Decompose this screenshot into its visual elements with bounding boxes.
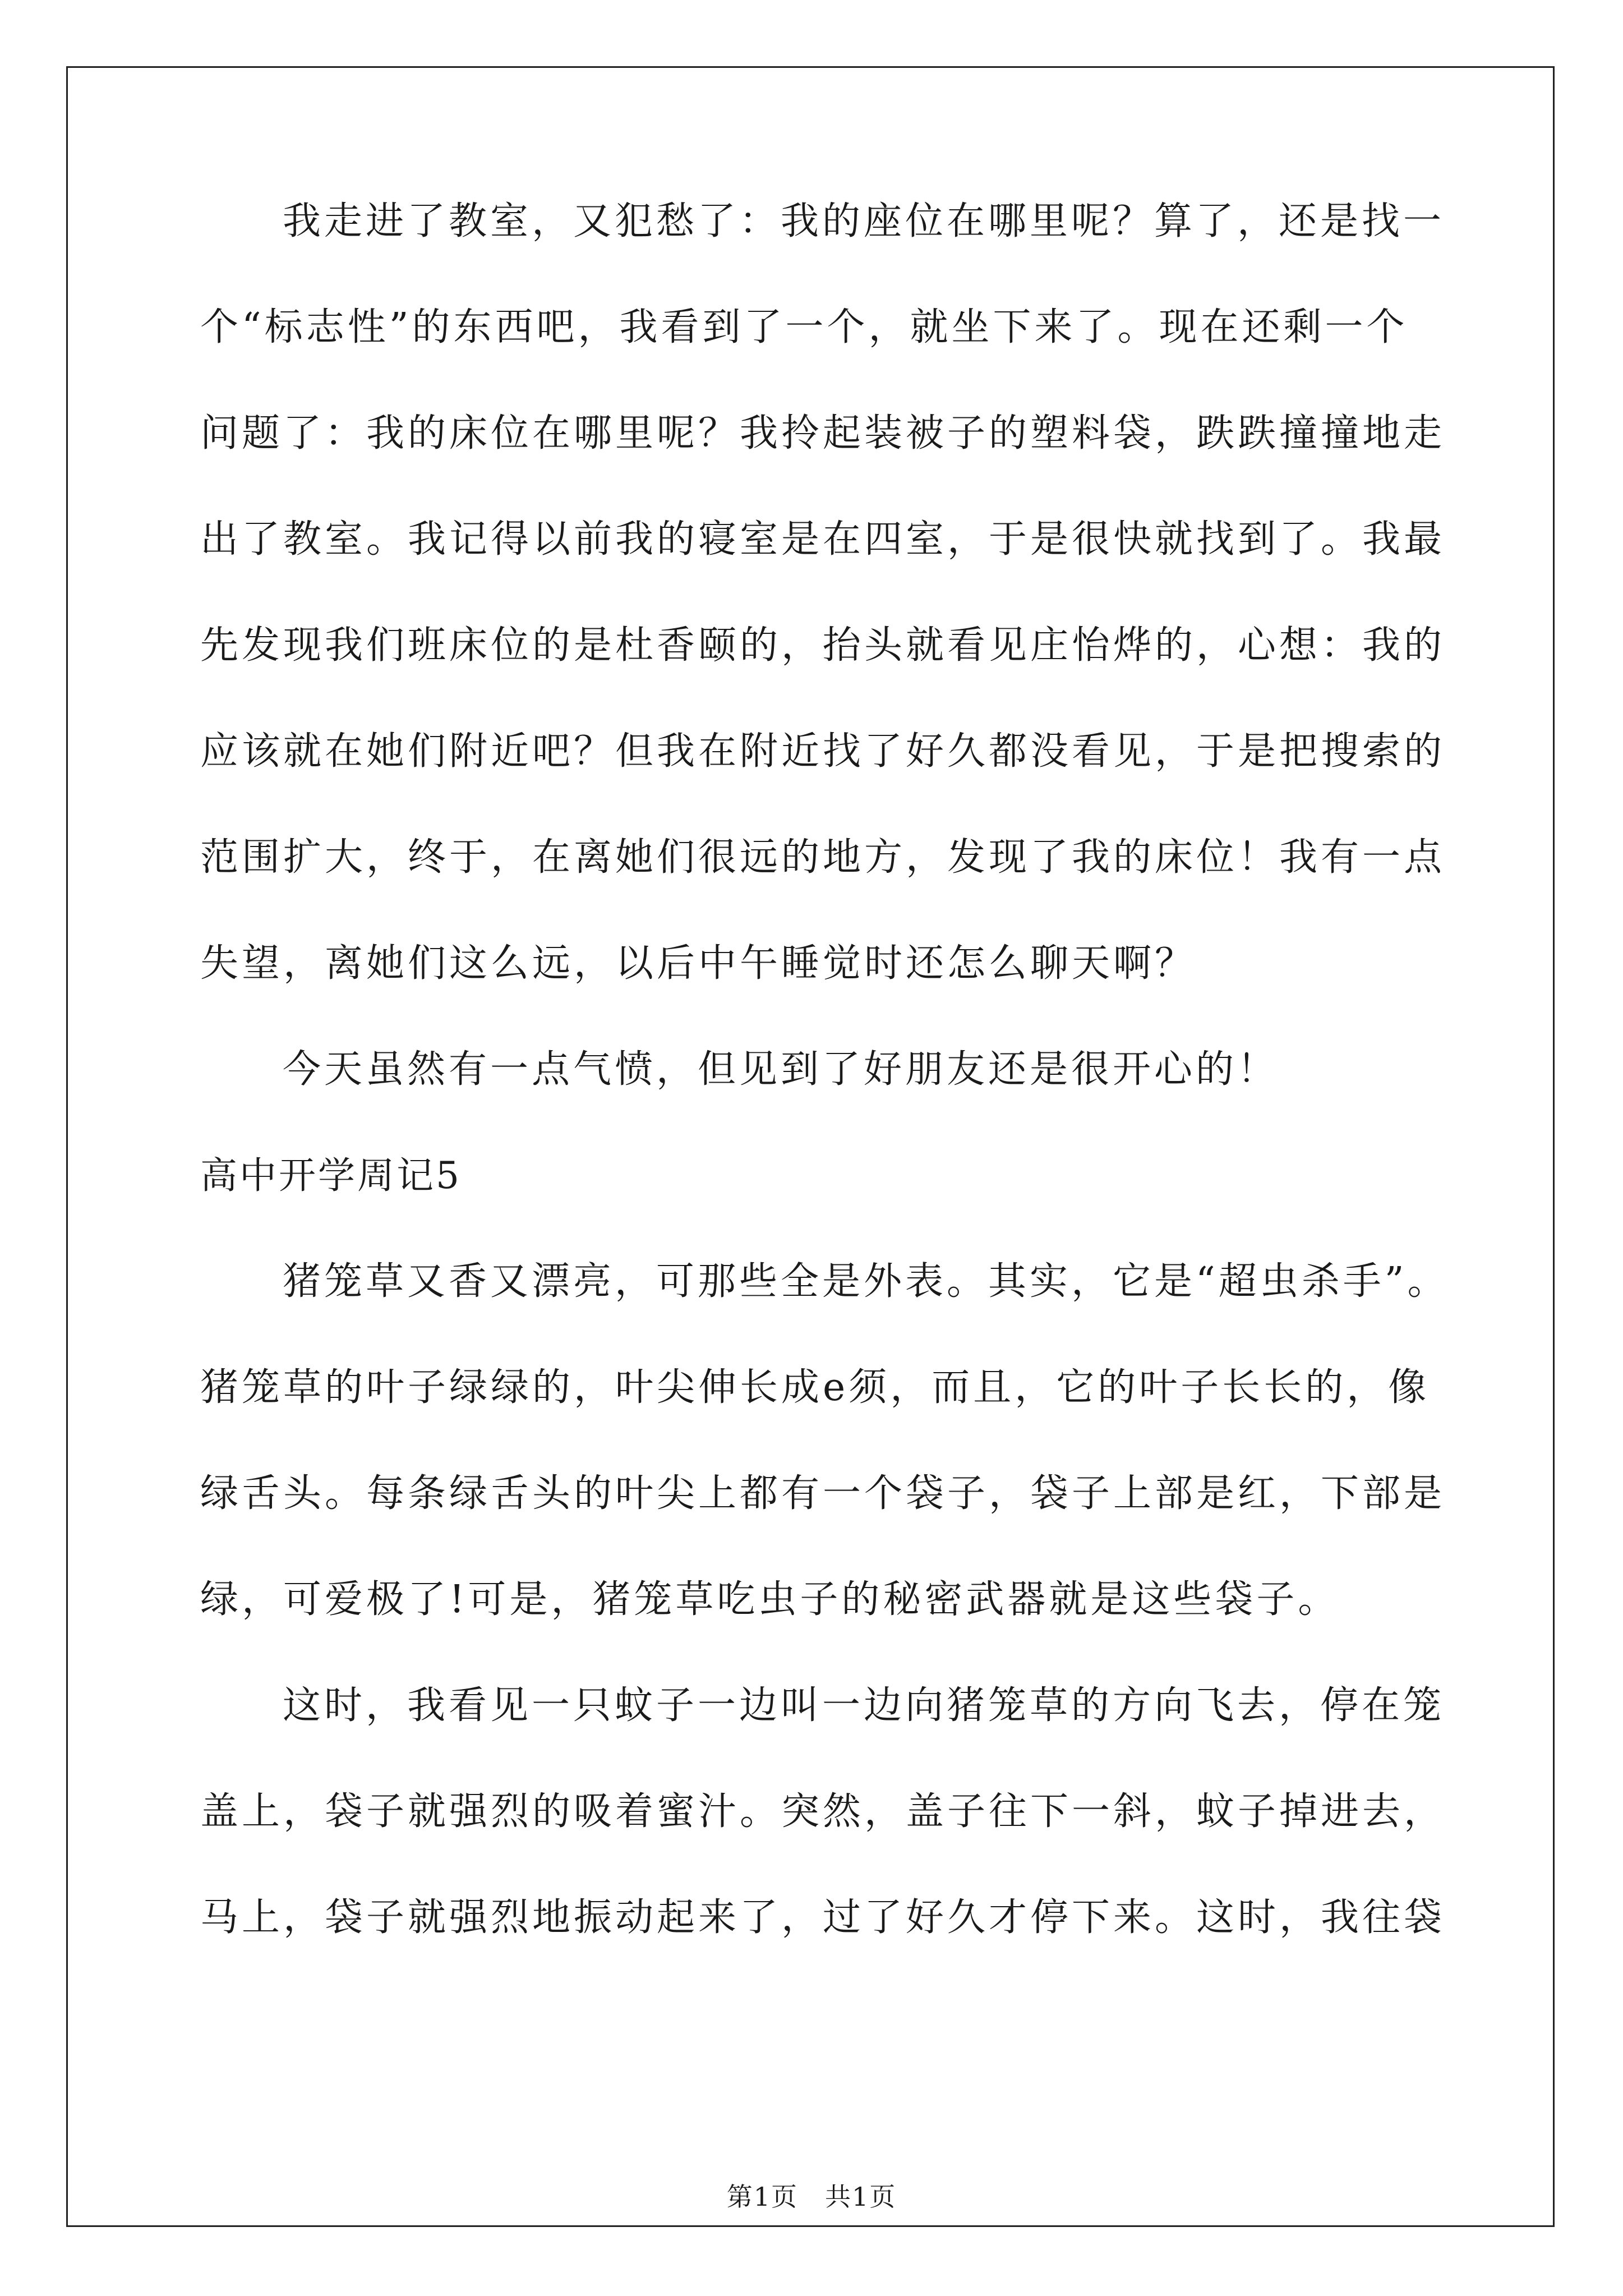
page-footer: 第1页 共1页 [726, 2182, 897, 2212]
text-line: 出了教室。我记得以前我的寝室是在四室，于是很快就找到了。我最 [200, 517, 1446, 562]
paragraph [200, 168, 1446, 1016]
text-line: 绿舌头。每条绿舌头的叶尖上都有一个袋子，袋子上部是红，下部是 [200, 1471, 1446, 1516]
text-line: 这时，我看见一只蚊子一边叫一边向猪笼草的方向飞去，停在笼 [283, 1683, 1445, 1728]
text-line: 绿，可爱极了!可是，猪笼草吃虫子的秘密武器就是这些袋子。 [200, 1577, 1340, 1622]
text-line: 猪笼草的叶子绿绿的，叶尖伸长成e须，而且，它的叶子长长的，像 [200, 1365, 1430, 1410]
section-heading [200, 1122, 1434, 1228]
paragraph [200, 1016, 1434, 1122]
text-line: 应该就在她们附近吧？但我在附近找了好久都没看见，于是把搜索的 [200, 729, 1446, 774]
text-line: 个“标志性”的东西吧，我看到了一个，就坐下来了。现在还剩一个 [200, 305, 1408, 349]
text-line: 马上，袋子就强烈地振动起来了，过了好久才停下来。这时，我往袋 [200, 1895, 1446, 1940]
text-line: 失望，离她们这么远，以后中午睡觉时还怎么聊天啊？ [200, 941, 1197, 986]
text-line: 猪笼草又香又漂亮，可那些全是外表。其实，它是“超虫杀手”。 [283, 1259, 1449, 1304]
document-body [200, 168, 1449, 1971]
text-line: 问题了：我的床位在哪里呢？我拎起装被子的塑料袋，跌跌撞撞地走 [200, 411, 1446, 455]
paragraph [200, 1653, 1446, 1971]
text-line: 我走进了教室，又犯愁了：我的座位在哪里呢？算了，还是找一 [283, 199, 1445, 243]
paragraph [200, 1228, 1449, 1653]
text-line: 今天虽然有一点气愤，但见到了好朋友还是很开心的！ [283, 1047, 1279, 1092]
text-line: 先发现我们班床位的是杜香颐的，抬头就看见庄怡烨的，心想：我的 [200, 623, 1446, 668]
text-line: 盖上，袋子就强烈的吸着蜜汁。突然，盖子往下一斜，蚊子掉进去， [200, 1789, 1446, 1834]
heading-text: 高中开学周记5 [200, 1154, 462, 1197]
text-line: 范围扩大，终于，在离她们很远的地方，发现了我的床位！我有一点 [200, 835, 1446, 880]
